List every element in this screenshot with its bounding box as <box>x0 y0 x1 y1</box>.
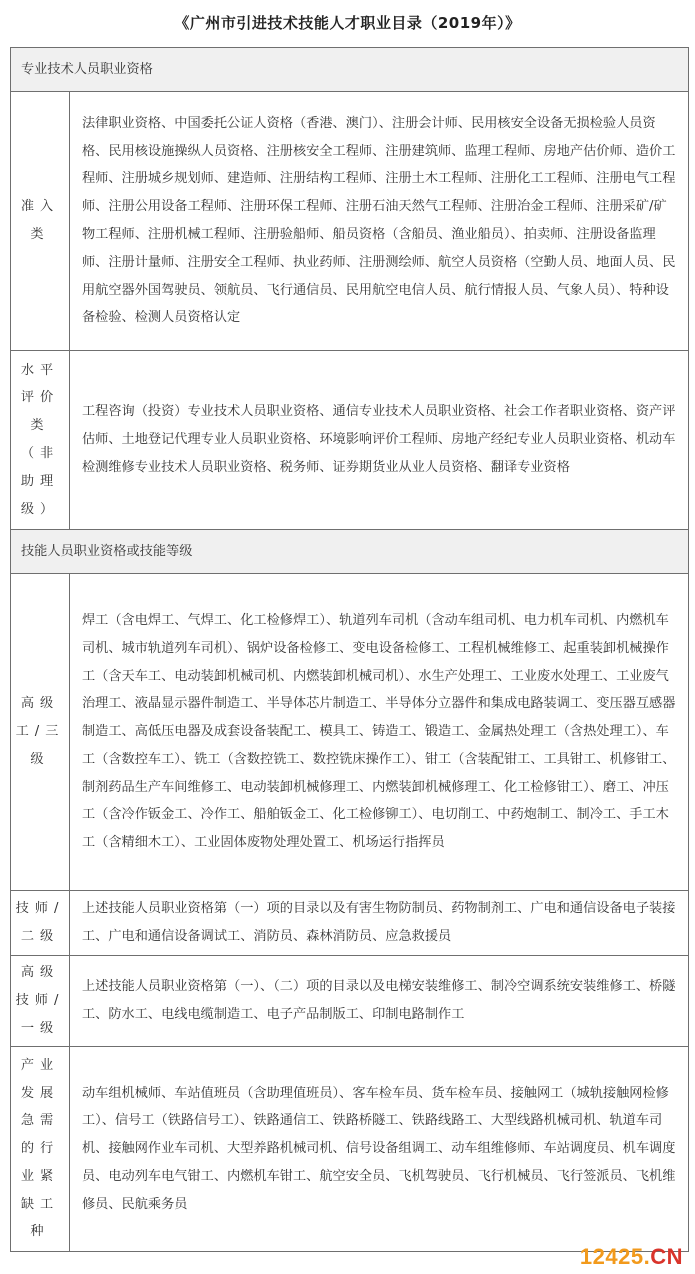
occupation-directory-table <box>10 47 689 1252</box>
watermark-suffix: CN <box>650 1244 683 1269</box>
table-row <box>11 92 689 351</box>
section-header-professional: 专业技术人员职业资格 <box>11 48 689 92</box>
row-label-access: 准入类 <box>11 92 70 351</box>
row-label-senior-technician: 高级技师/一级 <box>11 956 70 1047</box>
row-content-level-evaluation: 工程咨询（投资）专业技术人员职业资格、通信专业技术人员职业资格、社会工作者职业资格、资产评估师、土地登记代理专业人员职业资格、环境影响评价工程师、房地产经纪专业人员职业资格、机动车检测维修专业技术人员职业资格、税务师、证券期货业从业人员资格、翻译专业资格 <box>70 351 689 530</box>
row-label-shortage-occupations: 产业发展急需的行业紧缺工种 <box>11 1047 70 1252</box>
section-header-row <box>11 48 689 92</box>
watermark-number: 12425 <box>579 1244 644 1269</box>
document-title: 《广州市引进技术技能人才职业目录（2019年）》 <box>174 14 521 32</box>
row-label-level-evaluation: 水平评价类（非助理级） <box>11 351 70 530</box>
table-row <box>11 1047 689 1252</box>
row-content-technician: 上述技能人员职业资格第（一）项的目录以及有害生物防制员、药物制剂工、广电和通信设备电子装接工、广电和通信设备调试工、消防员、森林消防员、应急救援员 <box>70 891 689 956</box>
table-row <box>11 956 689 1047</box>
row-content-senior-technician: 上述技能人员职业资格第（一）、（二）项的目录以及电梯安装维修工、制冷空调系统安装维修工、桥隧工、防水工、电线电缆制造工、电子产品制版工、印制电路制作工 <box>70 956 689 1047</box>
section-header-row <box>11 530 689 574</box>
row-label-technician: 技师/二级 <box>11 891 70 956</box>
row-label-senior-worker: 高级工/三级 <box>11 574 70 891</box>
table-row <box>11 351 689 530</box>
row-content-senior-worker: 焊工（含电焊工、气焊工、化工检修焊工）、轨道列车司机（含动车组司机、电力机车司机、内燃机车司机、城市轨道列车司机）、锅炉设备检修工、变电设备检修工、工程机械维修工、起重装卸机械操作工（含天车工、电动装卸机械司机、内燃装卸机械司机）、水生产处理工、工业废水处理工、工业废气治理工、液晶显示器件制造工、半导体芯片制造工、半导体分立器件和集成电路装调工、变压器互感器制造工、高低压电器及成套设备装配工、模具工、铸造工、锻造工、金属热处理工（含热处理工）、车工（含数控车工）、铣工（含数控铣工、数控铣床操作工）、钳工（含装配钳工、工具钳工、机修钳工、制剂药品生产车间维修工、电动装卸机械修理工、内燃装卸机械修理工、化工检修钳工）、磨工、冲压工（含冷作钣金工、冷作工、船舶钣金工、化工检修铆工）、电切削工、中药炮制工、制冷工、手工木工（含精细木工）、工业固体废物处理处置工、机场运行指挥员 <box>70 574 689 891</box>
row-content-shortage-occupations: 动车组机械师、车站值班员（含助理值班员）、客车检车员、货车检车员、接触网工（城轨接触网检修工）、信号工（铁路信号工）、铁路通信工、铁路桥隧工、铁路线路工、大型线路机械司机、轨道车司机、接触网作业车司机、大型养路机械司机、信号设备组调工、动车组维修师、车站调度员、机车调度员、电动列车电气钳工、内燃机车钳工、航空安全员、飞机驾驶员、飞行机械员、飞行签派员、飞机维修员、民航乘务员 <box>70 1047 689 1252</box>
row-content-access: 法律职业资格、中国委托公证人资格（香港、澳门）、注册会计师、民用核安全设备无损检验人员资格、民用核设施操纵人员资格、注册核安全工程师、注册建筑师、监理工程师、房地产估价师、造价工程师、注册城乡规划师、建造师、注册结构工程师、注册土木工程师、注册化工工程师、注册电气工程师、注册公用设备工程师、注册环保工程师、注册石油天然气工程师、注册冶金工程师、注册采矿/矿物工程师、注册机械工程师、注册验船师、船员资格（含船员、渔业船员）、拍卖师、注册设备监理师、注册计量师、注册安全工程师、执业药师、注册测绘师、航空人员资格（空勤人员、地面人员、民用航空器外国驾驶员、领航员、飞行通信员、民用航空电信人员、航行情报人员、气象人员）、特种设备检验、检测人员资格认定 <box>70 92 689 351</box>
section-header-skills: 技能人员职业资格或技能等级 <box>11 530 689 574</box>
watermark-dot: . <box>643 1244 651 1269</box>
site-watermark-logo <box>580 1244 683 1270</box>
table-row <box>11 574 689 891</box>
table-row <box>11 891 689 956</box>
